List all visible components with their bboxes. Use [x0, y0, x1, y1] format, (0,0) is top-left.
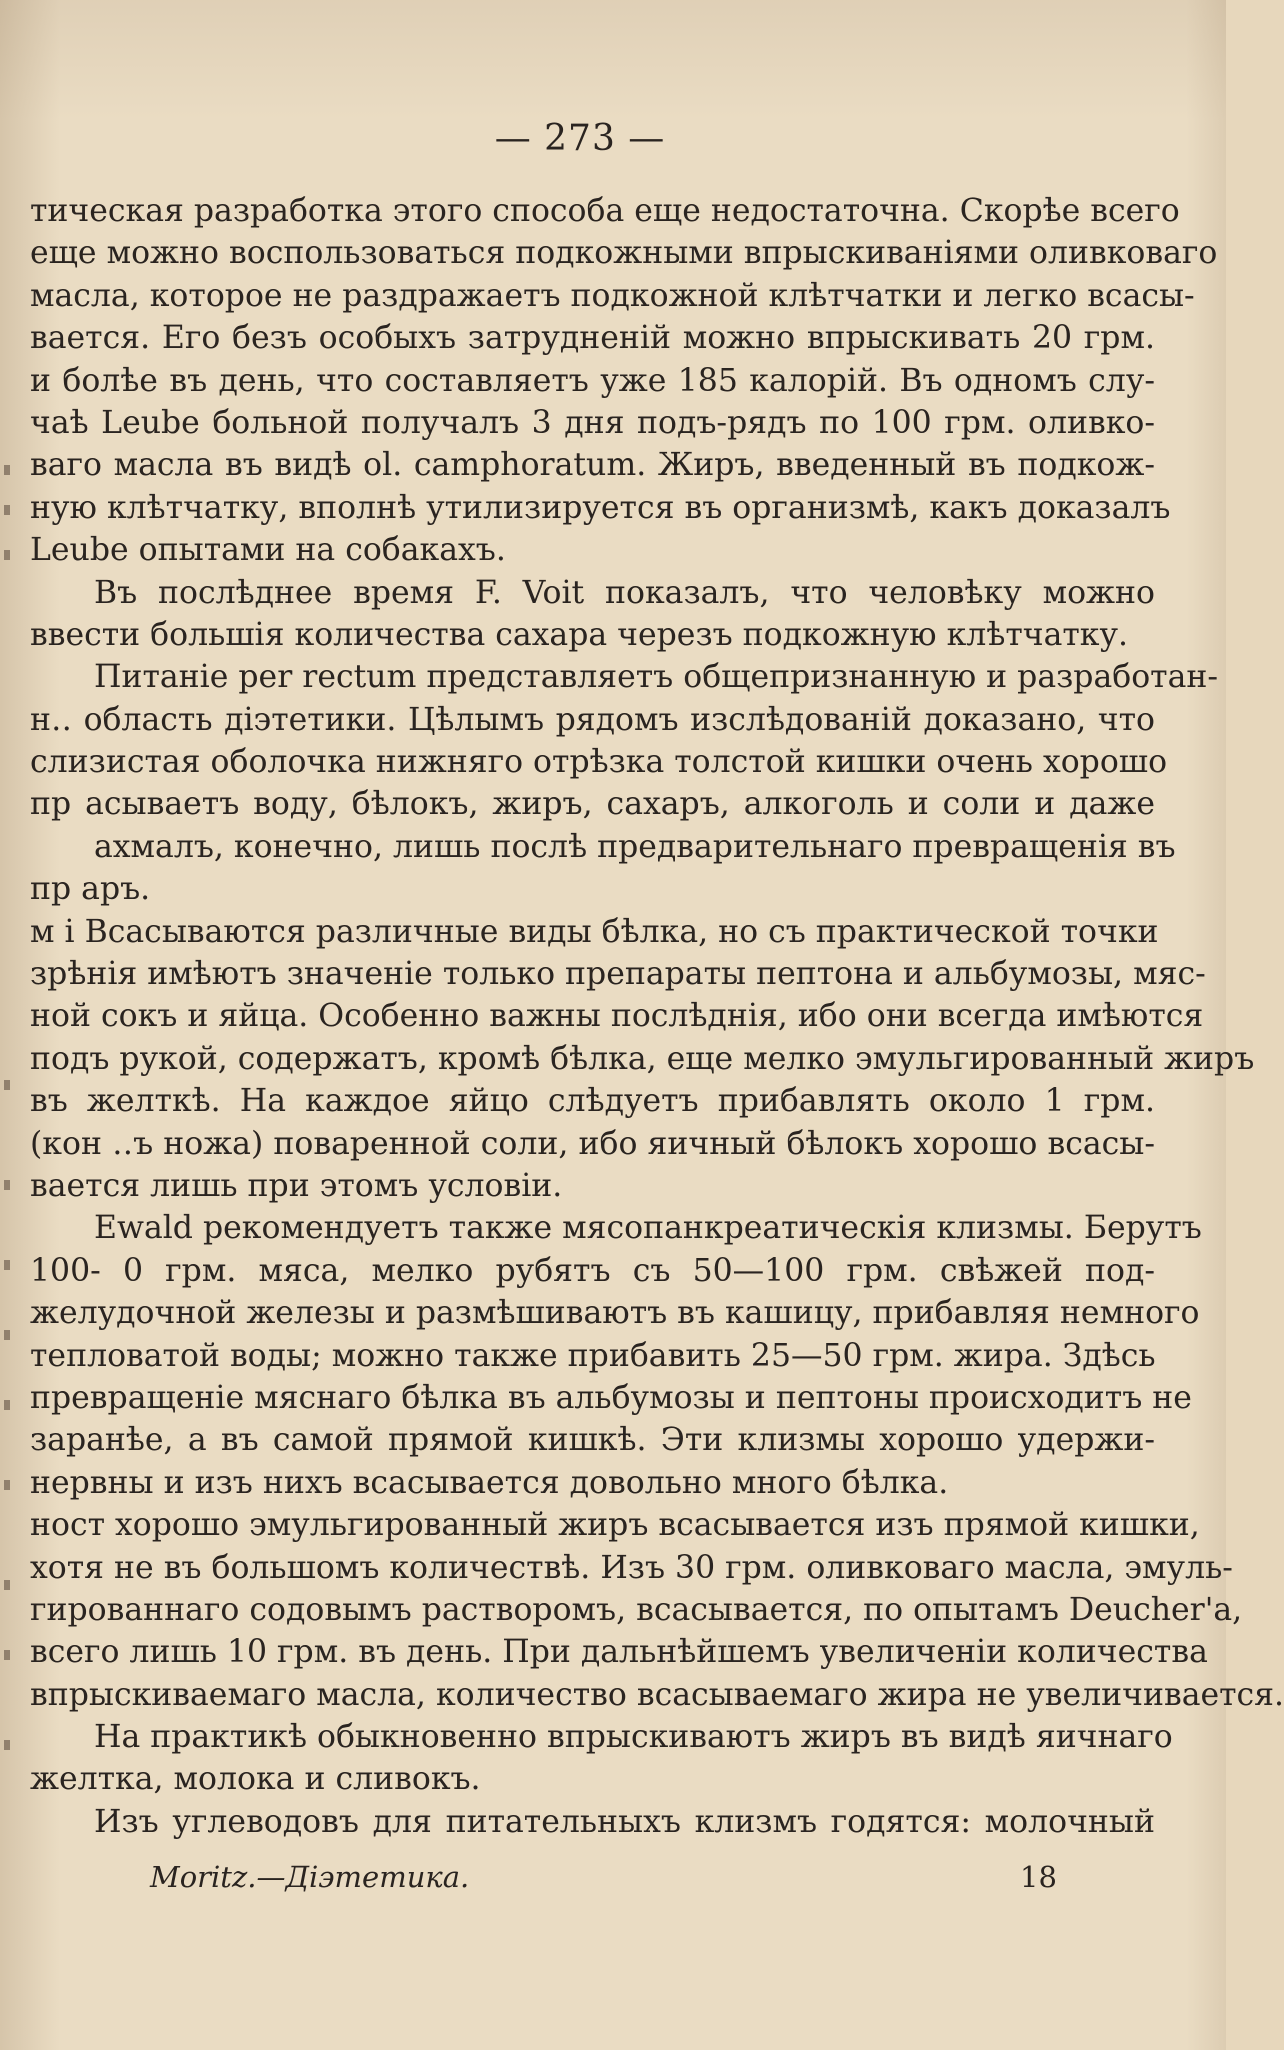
text-line: Въ послѣднее время F. Voit показалъ, что человѣку можно: [94, 574, 1155, 611]
text-line: м і Всасываются различные виды бѣлка, но съ практической точки: [30, 913, 1159, 950]
text-line: ввести большія количества сахара черезъ подкожную клѣтчатку.: [30, 616, 1129, 653]
text-line: хотя не въ большомъ количествѣ. Изъ 30 грм. оливковаго масла, эмуль-: [30, 1549, 1233, 1586]
page-number: — 273 —: [494, 118, 666, 159]
text-line: подъ рукой, содержатъ, кромѣ бѣлка, еще мелко эмульгированный жиръ: [30, 1040, 1255, 1077]
text-line: еще можно воспользоваться подкожными впрыскиваніями оливковаго: [30, 235, 1218, 272]
text-line: ную клѣтчатку, вполнѣ утилизируется въ организмѣ, какъ доказалъ: [30, 489, 1171, 526]
text-line: ност хорошо эмульгированный жиръ всасывается изъ прямой кишки,: [30, 1507, 1200, 1544]
text-line: Ewald рекомендуетъ также мясопанкреатическія клизмы. Берутъ: [94, 1210, 1202, 1247]
text-line: желудочной железы и размѣшиваютъ въ кашицу, прибавляя немного: [30, 1295, 1200, 1332]
text-line: тическая разработка этого способа еще недостаточна. Скорѣе всего: [30, 193, 1180, 229]
text-line: желтка, молока и сливокъ.: [30, 1761, 481, 1798]
text-line: вается лишь при этомъ условіи.: [30, 1167, 563, 1204]
text-line: (кон ‥ъ ножа) поваренной соли, ибо яичный бѣлокъ хорошо всасы-: [30, 1125, 1155, 1162]
text-line: 100- 0 грм. мяса, мелко рубятъ съ 50—100 грм. свѣжей под-: [30, 1252, 1155, 1289]
text-line: ваго масла въ видѣ ol. camphoratum. Жиръ, введенный въ подкож-: [30, 447, 1155, 484]
footer-running-title: Moritz.—Діэтетика.: [150, 1860, 470, 1894]
text-line: н‥ область діэтетики. Цѣлымъ рядомъ изслѣдованій доказано, что: [30, 701, 1155, 738]
footer-signature-number: 18: [1020, 1860, 1057, 1894]
text-line: Leube опытами на собакахъ.: [30, 532, 506, 569]
text-line: ахмалъ, конечно, лишь послѣ предварительнаго превращенія въ: [94, 828, 1176, 865]
text-line: Питаніе per rectum представляетъ общепризнанную и разработан-: [94, 659, 1219, 696]
body-text: [30, 190, 1284, 1843]
text-line: масла, которое не раздражаетъ подкожной клѣтчатки и легко всасы-: [30, 277, 1195, 314]
text-line: въ желткѣ. На каждое яйцо слѣдуетъ прибавлять около 1 грм.: [30, 1083, 1155, 1120]
text-line: нервны и изъ нихъ всасывается довольно много бѣлка.: [30, 1464, 949, 1501]
text-line: гированнаго содовымъ растворомъ, всасывается, по опытамъ Deucher'а,: [30, 1591, 1243, 1628]
text-line: превращеніе мяснаго бѣлка въ альбумозы и пептоны происходитъ не: [30, 1379, 1192, 1416]
page-edge-marks: [4, 0, 20, 2050]
text-line: чаѣ Leube больной получалъ 3 дня подъ-рядъ по 100 грм. оливко-: [30, 404, 1155, 441]
text-line: пр асываетъ воду, бѣлокъ, жиръ, сахаръ, алкоголь и соли и даже: [30, 786, 1155, 823]
text-line: Изъ углеводовъ для питательныхъ клизмъ годятся: молочный: [94, 1803, 1155, 1840]
text-line: тепловатой воды; можно также прибавить 25—50 грм. жира. Здѣсь: [30, 1337, 1156, 1374]
text-line: всего лишь 10 грм. въ день. При дальнѣйшемъ увеличеніи количества: [30, 1634, 1208, 1671]
text-line: На практикѣ обыкновенно впрыскиваютъ жиръ въ видѣ яичнаго: [94, 1719, 1173, 1756]
text-line: и болѣе въ день, что составляетъ уже 185 калорій. Въ одномъ слу-: [30, 362, 1155, 399]
text-line: впрыскиваемаго масла, количество всасываемаго жира не увеличивается.: [30, 1676, 1284, 1713]
text-line: пр аръ.: [30, 871, 151, 908]
text-line: ной сокъ и яйца. Особенно важны послѣднія, ибо они всегда имѣются: [30, 998, 1204, 1035]
text-line: зрѣнія имѣютъ значеніе только препараты пептона и альбумозы, мяс-: [30, 956, 1206, 993]
text-line: слизистая оболочка нижняго отрѣзка толстой кишки очень хорошо: [30, 744, 1168, 781]
text-line: заранѣе, а въ самой прямой кишкѣ. Эти клизмы хорошо удержи-: [30, 1422, 1155, 1459]
text-line: вается. Его безъ особыхъ затрудненій можно впрыскивать 20 грм.: [30, 320, 1155, 357]
